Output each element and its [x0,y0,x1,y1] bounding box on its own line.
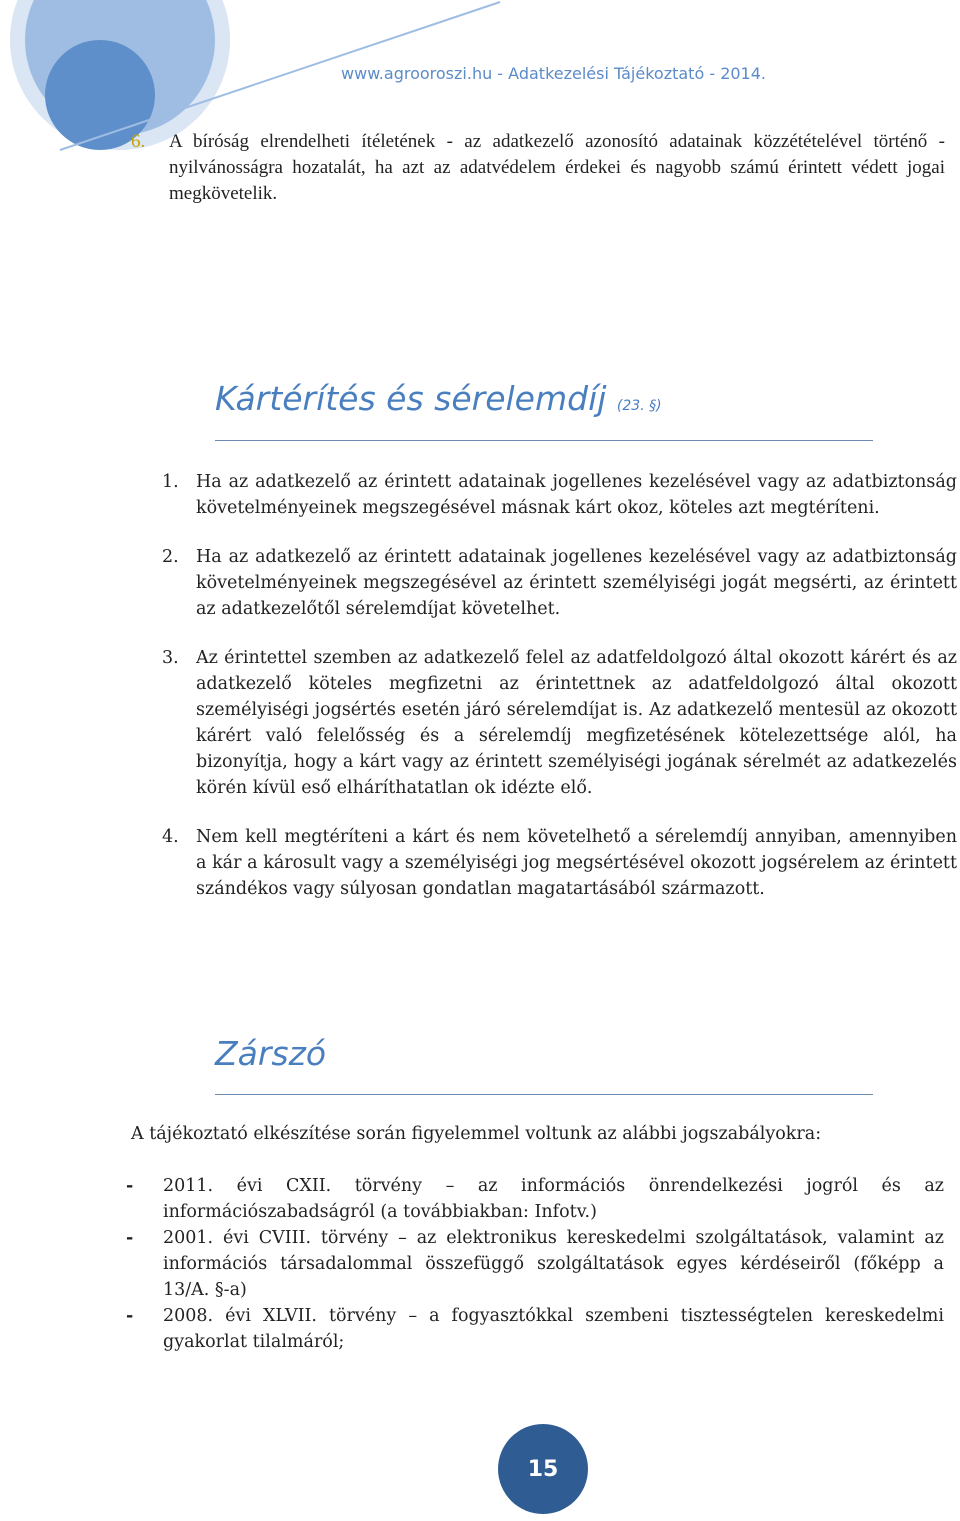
list-item-6 [131,129,945,207]
item-text: A bíróság elrendelheti ítéletének - az adatkezelő azonosító adatainak közzétételével történő - nyilvánosságra hozatalát, ha azt az adatvédelem érdekei és nagyobb számú érintett védett jogai megkövetelik. [169,131,945,204]
item-number: 3. [162,648,179,668]
law-text: 2011. évi CXII. törvény – az információs önrendelkezési jogról és az információszabadságról (a továbbiakban: Infotv.) [163,1176,944,1222]
list-item [162,544,957,622]
page-number-badge [498,1424,588,1514]
bullet: - [126,1228,134,1248]
laws-intro: A tájékoztató elkészítése során figyelemmel voltunk az alábbi jogszabályokra: [131,1124,822,1144]
law-item [126,1225,944,1303]
item-number: 1. [162,472,179,492]
list-item [162,824,957,902]
laws-list [126,1173,944,1355]
law-text: 2008. évi XLVII. törvény – a fogyasztókkal szembeni tisztességtelen kereskedelmi gyakorlat tilalmáról; [163,1306,944,1352]
bullet: - [126,1306,134,1326]
header-url: www.agrooroszi.hu - Adatkezelési Tájékoztató - 2014. [341,64,766,83]
item-number: 6. [131,131,146,152]
section1-list [162,469,957,925]
page-number: 15 [527,1456,559,1482]
law-text: 2001. évi CVIII. törvény – az elektronikus kereskedelmi szolgáltatások, valamint az információs társadalommal összefüggő szolgáltatások egyes kérdéseiről (főképp a 13/A. §-a) [163,1228,944,1300]
item-number: 2. [162,547,179,567]
bullet: - [126,1176,134,1196]
section-divider [215,440,873,441]
section-title-karterites [215,379,662,418]
item-text: Az érintettel szemben az adatkezelő felel az adatfeldolgozó által okozott kárért és az adatkezelő köteles megfizetni az érintettnek az adatfeldolgozó által okozott személyiségi jogsértés esetén járó sérelemdíjat is. Az adatkezelő mentesül az okozott kárért való felelősség és a sérelemdíj megfizetésének kötelezettsége alól, ha bizonyítja, hogy a kárt vagy az érintett személyiségi jogának sérelmét az adatkezelés körén kívül eső elháríthatatlan ok idézte elő. [196,648,957,798]
section-title-zarszo: Zárszó [215,1034,327,1073]
section-paragraph-ref: (23. §) [616,398,662,414]
list-item [162,645,957,801]
list-item [162,469,957,521]
item-text: Nem kell megtéríteni a kárt és nem követelhető a sérelemdíj annyiban, amennyiben a kár a károsult vagy a személyiségi jog megsértésével okozott jogsérelem az érintett szándékos vagy súlyosan gondatlan magatartásából származott. [196,827,957,899]
item-text: Ha az adatkezelő az érintett adatainak jogellenes kezelésével vagy az adatbiztonság követelményeinek megszegésével az érintett személyiségi jogát megsérti, az érintett az adatkezelőtől sérelemdíjat követelhet. [196,547,957,619]
section-divider [215,1094,873,1095]
item-text: Ha az adatkezelő az érintett adatainak jogellenes kezelésével vagy az adatbiztonság követelményeinek megszegésével másnak kárt okoz, köteles azt megtéríteni. [196,472,957,518]
law-item [126,1303,944,1355]
section-title-text: Kártérítés és sérelemdíj [215,379,607,418]
item-number: 4. [162,827,179,847]
law-item [126,1173,944,1225]
